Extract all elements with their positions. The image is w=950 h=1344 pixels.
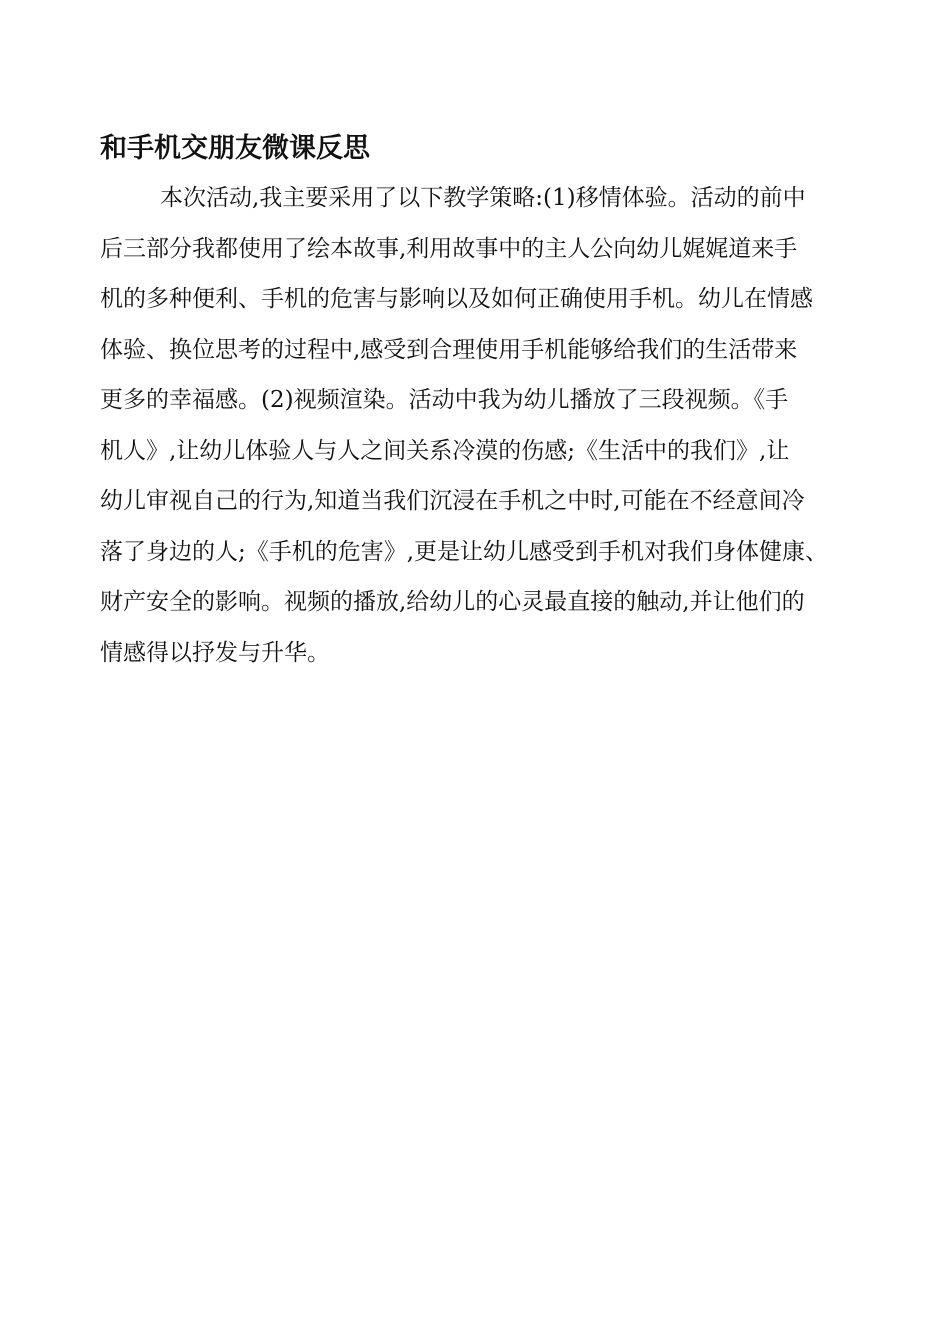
body-line: 后三部分我都使用了绘本故事,利用故事中的主人公向幼儿娓娓道来手 <box>100 235 798 262</box>
body-line: 本次活动,我主要采用了以下教学策略:(1)移情体验。活动的前中 <box>160 185 806 211</box>
body-line: 机的多种便利、手机的危害与影响以及如何正确使用手机。幼儿在情感 <box>100 286 813 312</box>
document-body <box>100 178 828 683</box>
body-line: 财产安全的影响。视频的播放,给幼儿的心灵最直接的触动,并让他们的 <box>100 589 805 615</box>
document-title: 和手机交朋友微课反思 <box>100 133 370 164</box>
body-line: 幼儿审视自己的行为,知道当我们沉浸在手机之中时,可能在不经意间冷 <box>100 488 805 514</box>
body-line: 落了身边的人;《手机的危害》,更是让幼儿感受到手机对我们身体健康、 <box>100 538 829 565</box>
body-line: 情感得以抒发与升华。 <box>100 639 330 666</box>
body-line: 机人》,让幼儿体验人与人之间关系冷漠的伤感;《生活中的我们》,让 <box>100 437 790 464</box>
body-line: 更多的幸福感。(2)视频渲染。活动中我为幼儿播放了三段视频。《手 <box>100 387 789 413</box>
body-line: 体验、换位思考的过程中,感受到合理使用手机能够给我们的生活带来 <box>100 336 798 363</box>
